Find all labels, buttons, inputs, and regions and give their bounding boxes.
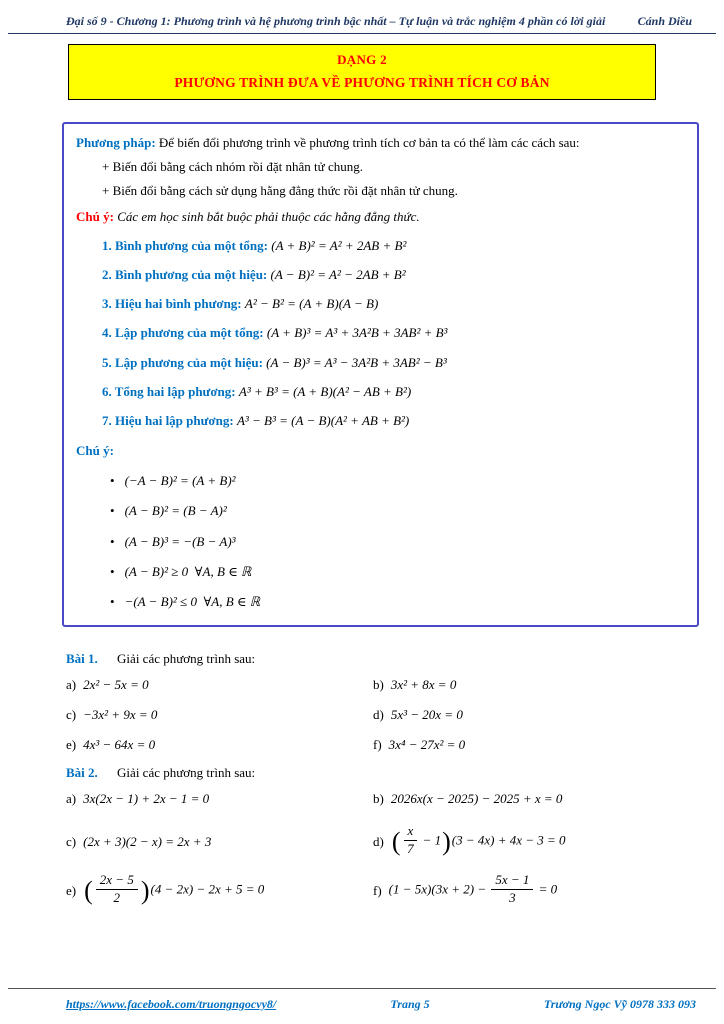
note-label: Chú ý: (76, 443, 114, 459)
exercise-item (373, 735, 699, 755)
identity-label: 7. Hiệu hai lập phương: (102, 412, 234, 428)
item-formula: −3x² + 9x = 0 (83, 707, 158, 723)
item-label: f) (373, 882, 382, 898)
item-label: b) (373, 677, 384, 693)
exercise-number: Bài 2. (66, 765, 98, 781)
method-intro-line (76, 134, 683, 152)
bullet-formula: −(A − B)² ≤ 0 ∀A, B ∈ ℝ (124, 594, 261, 609)
exercise-item (373, 825, 699, 858)
document-title: Đại số 9 - Chương 1: Phương trình và hệ phương trình bậc nhất – Tự luận và trắc nghiệm 4 phần có lời giải (66, 14, 606, 28)
exercise-intro: Giải các phương trình sau: (117, 765, 256, 781)
identity-label: 1. Bình phương của một tổng: (102, 237, 268, 253)
identity-formula: (A − B)³ = A³ − 3A²B + 3AB² − B³ (266, 354, 447, 370)
identity-label: 4. Lập phương của một tổng: (102, 325, 264, 341)
bullet-formula: (A − B)² = (B − A)² (124, 503, 227, 519)
identity-formula: (A + B)³ = A³ + 3A²B + 3AB² + B³ (266, 325, 448, 341)
identity-bullet (110, 563, 683, 581)
page-footer (0, 988, 724, 1012)
exercise-item (373, 705, 699, 725)
identity-formula: (A + B)² = A² + 2AB + B² (271, 237, 407, 253)
identity-row (102, 412, 683, 430)
identity-row (102, 237, 683, 255)
dang-title: PHƯƠNG TRÌNH ĐƯA VỀ PHƯƠNG TRÌNH TÍCH CƠ BẢN (174, 75, 550, 90)
exercise-item (66, 789, 373, 809)
identity-bullet (110, 593, 683, 611)
note-line (76, 208, 683, 226)
identity-formula: (A − B)² = A² − 2AB + B² (270, 266, 406, 282)
identity-row (102, 295, 683, 313)
item-label: e) (66, 737, 77, 753)
author-contact: Trương Ngọc Vỹ 0978 333 093 (543, 997, 696, 1011)
item-label: d) (373, 707, 384, 723)
item-formula: (1 − 5x)(3x + 2) − $\frac{5x - 1}{3}$ = 0 (388, 872, 558, 905)
identity-formula: A³ − B³ = (A − B)(A² + AB + B²) (236, 412, 410, 428)
item-formula: ( $\frac{2x - 5}{2}$ )(4 − 2x) − 2x + 5 = 0 (84, 872, 265, 905)
exercise-item (66, 874, 373, 907)
identity-row (102, 266, 683, 284)
identity-bullet (110, 502, 683, 520)
item-formula: (2x + 3)(2 − x) = 2x + 3 (83, 833, 212, 849)
edition-label: Cánh Diều (637, 14, 692, 28)
bullet-formula: (A − B)² ≥ 0 ∀A, B ∈ ℝ (124, 563, 252, 579)
exercise-grid (66, 675, 699, 755)
item-label: c) (66, 833, 77, 849)
note-label: Chú ý: (76, 208, 114, 224)
exercise-grid (66, 789, 699, 907)
exercise-item (373, 675, 699, 695)
item-label: f) (373, 737, 382, 753)
identity-label: 2. Bình phương của một hiệu: (102, 266, 268, 282)
method-step: + Biến đổi bằng cách nhóm rồi đặt nhân tử chung. (102, 159, 363, 175)
identity-label: 6. Tổng hai lập phương: (102, 383, 236, 399)
exercise-intro: Giải các phương trình sau: (117, 651, 256, 667)
identity-bullet (110, 533, 683, 551)
identity-label: 3. Hiệu hai bình phương: (102, 296, 242, 312)
item-label: b) (373, 791, 384, 807)
item-formula: 4x³ − 64x = 0 (83, 737, 156, 753)
identity-row (102, 383, 683, 401)
item-formula: 2x² − 5x = 0 (83, 677, 149, 693)
note-text: Các em học sinh bắt buộc phải thuộc các hằng đẳng thức. (117, 208, 420, 224)
item-label: a) (66, 677, 77, 693)
method-step: + Biến đổi bằng cách sử dụng hằng đẳng thức rồi đặt nhân tử chung. (102, 183, 458, 199)
identity-row (102, 354, 683, 372)
method-label: Phương pháp: (76, 135, 156, 150)
identity-label: 5. Lập phương của một hiệu: (102, 354, 263, 370)
item-formula: ( $\frac{x}{7}$ − 1)(3 − 4x) + 4x − 3 = 0 (391, 823, 566, 857)
item-formula: 2026x(x − 2025) − 2025 + x = 0 (390, 791, 563, 807)
page-number: Trang 5 (390, 997, 430, 1011)
exercise-item (373, 789, 699, 809)
identity-row (102, 324, 683, 342)
item-formula: 3x(2x − 1) + 2x − 1 = 0 (83, 791, 210, 807)
item-label: c) (66, 707, 77, 723)
bullet-formula: (A − B)³ = −(B − A)³ (124, 533, 236, 549)
item-formula: 5x³ − 20x = 0 (390, 707, 463, 723)
facebook-link[interactable]: https://www.facebook.com/truongngocvy8/ (66, 997, 277, 1011)
item-formula: 3x² + 8x = 0 (390, 677, 457, 693)
footer-row (0, 997, 724, 1012)
item-label: d) (373, 833, 384, 849)
identity-formula: A³ + B³ = (A + B)(A² − AB + B²) (238, 383, 412, 399)
exercises-section (66, 651, 699, 907)
item-label: a) (66, 791, 77, 807)
bullet-formula: (−A − B)² = (A + B)² (124, 473, 236, 489)
exercise-item (66, 735, 373, 755)
identity-bullet (110, 472, 683, 490)
header-divider (8, 33, 716, 34)
identity-formula: A² − B² = (A + B)(A − B) (244, 296, 379, 312)
exercise-item (66, 825, 373, 858)
exercise-item (373, 874, 699, 907)
footer-divider (8, 988, 716, 989)
exercise-item (66, 705, 373, 725)
dang-number: DẠNG 2 (337, 52, 387, 67)
exercise-heading (66, 651, 699, 667)
page-header (0, 0, 724, 33)
method-box (62, 122, 699, 627)
section-title-box (68, 44, 656, 100)
method-intro-text: Để biến đổi phương trình về phương trình tích cơ bản ta có thể làm các cách sau: (158, 135, 580, 150)
exercise-item (66, 675, 373, 695)
item-formula: 3x⁴ − 27x² = 0 (388, 737, 466, 753)
exercise-number: Bài 1. (66, 651, 98, 667)
exercise-heading (66, 765, 699, 781)
item-label: e) (66, 882, 77, 898)
